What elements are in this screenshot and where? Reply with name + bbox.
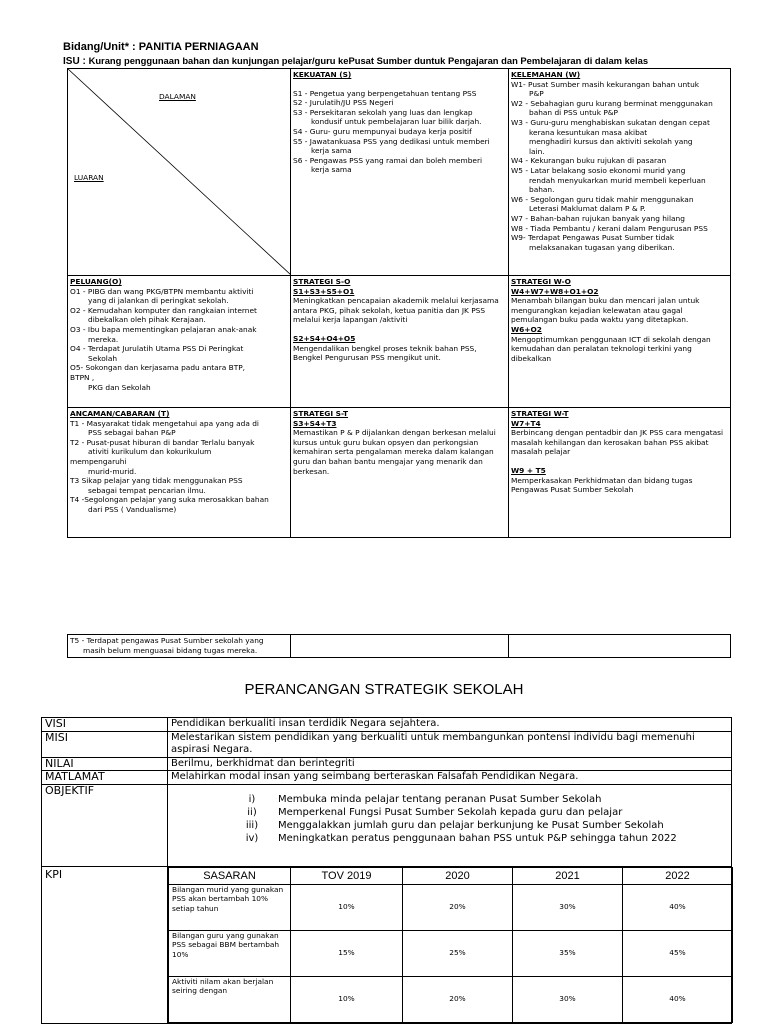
objektif-item bbox=[226, 793, 728, 806]
strategi-wo-code-2: W6+O2 bbox=[511, 324, 542, 334]
swot-corner-cell bbox=[68, 69, 291, 276]
kpi-tov-cell: 10% bbox=[291, 884, 403, 930]
kpi-sasaran-cell: Aktiviti nilam akan berjalan seiring dengan bbox=[169, 976, 291, 1022]
objektif-text: Menggalakkan jumlah guru dan pelajar berkunjung ke Pusat Sumber Sekolah bbox=[278, 819, 664, 831]
kpi-row bbox=[169, 976, 733, 1022]
swot-item: W8 - Tiada Pembantu / kerani dalam Pengurusan PSS bbox=[511, 223, 708, 233]
swot-item-continuation: P&P bbox=[529, 89, 544, 99]
strategi-wt-code-2: W9 + T5 bbox=[511, 465, 546, 475]
swot-item-continuation: dari PSS ( Vandualisme) bbox=[88, 504, 177, 514]
swot-item: W4 - Kekurangan buku rujukan di pasaran bbox=[511, 156, 667, 166]
kpi-2021-cell: 30% bbox=[513, 884, 623, 930]
swot-item: mempengaruhi bbox=[70, 456, 127, 466]
visi-text: Pendidikan berkualiti insan terdidik Negara sejahtera. bbox=[168, 718, 732, 732]
objektif-list bbox=[171, 785, 728, 851]
plan-title: PERANCANGAN STRATEGIK SEKOLAH bbox=[244, 681, 524, 698]
kpi-label: KPI bbox=[42, 866, 168, 1023]
objektif-item bbox=[226, 832, 728, 845]
swot-item-continuation: mereka. bbox=[88, 334, 119, 344]
kpi-header-cell: 2020 bbox=[403, 867, 513, 884]
ancaman-title: ANCAMAN/CABARAN (T) bbox=[70, 409, 170, 418]
swot-item-continuation: kerana kesuntukan masa akibat bbox=[529, 127, 648, 137]
kpi-cell bbox=[168, 866, 732, 1023]
swot-item-continuation: melaksanakan tugasan yang diberikan. bbox=[529, 242, 675, 252]
strategi-so-code-1: S1+S3+S5+O1 bbox=[293, 286, 355, 296]
objektif-number: iv) bbox=[245, 832, 259, 844]
nilai-text: Berilmu, berkhidmat dan berintegriti bbox=[168, 757, 732, 771]
t5-line-2: masih belum menguasai bidang tugas mereka. bbox=[83, 645, 258, 655]
isu-line bbox=[63, 55, 648, 67]
swot-item: O5- Sokongan dan kerjasama padu antara BTP, bbox=[70, 363, 246, 373]
strategi-wt-text-1: Berbincang dengan pentadbir dan JK PSS cara mengatasi masalah kehilangan dan kerosakan bahan PSS akibat masalah pelajar bbox=[511, 428, 724, 457]
nilai-label: NILAI bbox=[42, 757, 168, 771]
strategi-wt-code-1: W7+T4 bbox=[511, 418, 541, 428]
swot-item: W1- Pusat Sumber masih kekurangan bahan untuk bbox=[511, 79, 700, 89]
strategi-st-title: STRATEGI S-T bbox=[293, 409, 349, 418]
strategi-wo-text-2: Mengoptimumkan penggunaan ICT di sekolah dengan kemudahan dan peralatan teknologi terkini yang dibekalkan bbox=[511, 334, 711, 363]
kpi-table bbox=[168, 867, 733, 1023]
swot-item: BTPN , bbox=[70, 372, 95, 382]
strategi-so-cell bbox=[291, 276, 509, 408]
unit-title: Bidang/Unit* : PANITIA PERNIAGAAN bbox=[63, 41, 259, 53]
objektif-text: Membuka minda pelajar tentang peranan Pusat Sumber Sekolah bbox=[278, 793, 602, 805]
swot-item-continuation: menghadiri kursus dan aktiviti sekolah yang bbox=[529, 137, 693, 147]
swot-item: W5 - Latar belakang sosio ekonomi murid yang bbox=[511, 165, 686, 175]
kpi-2020-cell: 20% bbox=[403, 976, 513, 1022]
t5-line-1: T5 - Terdapat pengawas Pusat Sumber sekolah yang bbox=[70, 636, 264, 645]
swot-item: S4 - Guru- guru mempunyai budaya kerja positif bbox=[293, 126, 472, 136]
swot-item-continuation: lain. bbox=[529, 146, 545, 156]
misi-label: MISI bbox=[42, 731, 168, 757]
matlamat-label: MATLAMAT bbox=[42, 771, 168, 785]
swot-item: W7 - Bahan-bahan rujukan banyak yang hilang bbox=[511, 213, 685, 223]
swot-item: S2 - Jurulatih/JU PSS Negeri bbox=[293, 98, 394, 108]
kekuatan-title: KEKUATAN (S) bbox=[293, 70, 352, 79]
strategi-st-code-1: S3+S4+T3 bbox=[293, 418, 337, 428]
strategi-wo-cell bbox=[509, 276, 731, 408]
misi-text: Melestarikan sistem pendidikan yang berkualiti untuk membangunkan pontensi individu bagi memenuhi aspirasi Negara. bbox=[168, 731, 732, 757]
kpi-body bbox=[169, 884, 733, 1022]
swot-item: S6 - Pengawas PSS yang ramai dan boleh memberi bbox=[293, 155, 483, 165]
ancaman-list bbox=[70, 419, 288, 515]
swot-item: W9- Terdapat Pengawas Pusat Sumber tidak bbox=[511, 233, 675, 243]
swot-item-continuation: PSS sebagai bahan P&P bbox=[88, 428, 176, 438]
objektif-label: OBJEKTIF bbox=[42, 784, 168, 866]
swot-item-continuation: bahan. bbox=[529, 185, 555, 195]
strategi-st-cell bbox=[291, 408, 509, 538]
kekuatan-cell bbox=[291, 69, 509, 276]
strategi-wt-title: STRATEGI W-T bbox=[511, 409, 569, 418]
kpi-2021-cell: 35% bbox=[513, 930, 623, 976]
swot-item: T3 Sikap pelajar yang tidak menggunakan PSS bbox=[70, 476, 243, 486]
kelemahan-cell bbox=[509, 69, 731, 276]
swot-item: S3 - Persekitaran sekolah yang luas dan lengkap bbox=[293, 107, 473, 117]
ancaman-cell bbox=[68, 408, 291, 538]
t5-continuation-table bbox=[67, 634, 731, 658]
objektif-text: Meningkatkan peratus penggunaan bahan PSS untuk P&P sehingga tahun 2022 bbox=[278, 832, 677, 844]
kpi-2022-cell: 45% bbox=[623, 930, 733, 976]
swot-item-continuation: PKG dan Sekolah bbox=[88, 382, 151, 392]
dalaman-label: DALAMAN bbox=[159, 92, 196, 101]
swot-item-continuation: kondusif untuk pembelajaran luar bilik darjah. bbox=[311, 117, 482, 127]
kpi-2020-cell: 20% bbox=[403, 884, 513, 930]
strategi-wo-code-1: W4+W7+W8+O1+O2 bbox=[511, 286, 599, 296]
objektif-text: Memperkenal Fungsi Pusat Sumber Sekolah kepada guru dan pelajar bbox=[278, 806, 623, 818]
kpi-2021-cell: 30% bbox=[513, 976, 623, 1022]
swot-item: O3 - Ibu bapa mementingkan pelajaran anak-anak bbox=[70, 324, 257, 334]
isu-label: ISU : bbox=[63, 56, 86, 67]
strategi-so-text-2: Mengendalikan bengkel proses teknik bahan PSS, Bengkel Pengurusan PSS mengikut unit. bbox=[293, 343, 477, 363]
kelemahan-title: KELEMAHAN (W) bbox=[511, 70, 581, 79]
peluang-list bbox=[70, 287, 288, 393]
kpi-header-cell: 2021 bbox=[513, 867, 623, 884]
objektif-item bbox=[226, 806, 728, 819]
kekuatan-list bbox=[293, 89, 506, 175]
visi-label: VISI bbox=[42, 718, 168, 732]
plan-table bbox=[41, 717, 732, 1024]
swot-item: O4 - Terdapat Jurulatih Utama PSS Di Peringkat bbox=[70, 344, 244, 354]
t5-empty-cell-1 bbox=[291, 635, 509, 658]
swot-item: T2 - Pusat-pusat hiburan di bandar Terlalu banyak bbox=[70, 437, 255, 447]
swot-item-continuation: ativiti kurikulum dan kokurikulum bbox=[88, 447, 212, 457]
swot-item: O2 - Kemudahan komputer dan rangkaian internet bbox=[70, 305, 257, 315]
kpi-2022-cell: 40% bbox=[623, 976, 733, 1022]
t5-empty-cell-2 bbox=[509, 635, 731, 658]
swot-item-continuation: Leterasi Maklumat dalam P & P. bbox=[529, 204, 646, 214]
strategi-wt-text-2: Memperkasakan Perkhidmatan dan bidang tugas Pengawas Pusat Sumber Sekolah bbox=[511, 475, 693, 495]
swot-item: S1 - Pengetua yang berpengetahuan tentang PSS bbox=[293, 88, 477, 98]
peluang-title: PELUANG(O) bbox=[70, 277, 122, 286]
swot-item-continuation: Sekolah bbox=[88, 353, 118, 363]
kpi-header-cell: SASARAN bbox=[169, 867, 291, 884]
strategi-so-title: STRATEGI S-O bbox=[293, 277, 351, 286]
swot-item: W2 - Sebahagian guru kurang berminat menggunakan bbox=[511, 98, 713, 108]
swot-item: W3 - Guru-guru menghabiskan sukatan dengan cepat bbox=[511, 117, 710, 127]
kpi-header-cell: 2022 bbox=[623, 867, 733, 884]
kpi-sasaran-cell: Bilangan guru yang gunakan PSS sebagai BBM bertambah 10% bbox=[169, 930, 291, 976]
kpi-2022-cell: 40% bbox=[623, 884, 733, 930]
swot-item-continuation: murid-murid. bbox=[88, 466, 137, 476]
objektif-number: iii) bbox=[245, 819, 259, 831]
t5-cell bbox=[68, 635, 291, 658]
isu-text: Kurang penggunaan bahan dan kunjungan pelajar/guru kePusat Sumber duntuk Pengajaran dan Pembelajaran di dalam kelas bbox=[88, 55, 649, 66]
objektif-number: ii) bbox=[247, 806, 257, 818]
swot-item-continuation: sebagai tempat pencarian ilmu. bbox=[88, 485, 206, 495]
strategi-so-text-1: Meningkatkan pencapaian akademik melalui kerjasama antara PKG, pihak sekolah, ketua panitia dan JK PSS melalui kerja lapangan /aktiviti bbox=[293, 296, 499, 325]
kpi-sasaran-cell: Bilangan murid yang gunakan PSS akan bertambah 10% setiap tahun bbox=[169, 884, 291, 930]
strategi-so-code-2: S2+S4+O4+O5 bbox=[293, 333, 356, 343]
kpi-2020-cell: 25% bbox=[403, 930, 513, 976]
swot-item: O1 - PIBG dan wang PKG/BTPN membantu aktiviti bbox=[70, 286, 254, 296]
kpi-row bbox=[169, 930, 733, 976]
objektif-number: i) bbox=[248, 793, 256, 805]
swot-item: T4 -Segolongan pelajar yang suka merosakkan bahan bbox=[70, 495, 269, 505]
swot-item-continuation: bahan di PSS untuk P&P bbox=[529, 108, 619, 118]
strategi-wo-text-1: Menambah bilangan buku dan mencari jalan untuk mengurangkan kejadian kelewatan atau gagal pemulangan buku pada waktu yang ditetapkan. bbox=[511, 296, 700, 325]
strategi-st-text-1: Memastikan P & P dijalankan dengan berkesan melalui kursus untuk guru bukan opsyen dan perkongsian kemahiran serta pengalaman mereka dalam kalangan guru dan bahan bantu mengajar yang menarik dan berkesan. bbox=[293, 428, 496, 476]
swot-item: S5 - Jawatankuasa PSS yang dedikasi untuk memberi bbox=[293, 136, 490, 146]
objektif-cell bbox=[168, 784, 732, 866]
strategi-wt-cell bbox=[509, 408, 731, 538]
swot-item-continuation: yang di jalankan di peringkat sekolah. bbox=[88, 296, 229, 306]
matlamat-text: Melahirkan modal insan yang seimbang berteraskan Falsafah Pendidikan Negara. bbox=[168, 771, 732, 785]
kpi-header-row bbox=[169, 867, 733, 884]
swot-item: W6 - Segolongan guru tidak mahir menggunakan bbox=[511, 194, 694, 204]
objektif-item bbox=[226, 819, 728, 832]
kpi-tov-cell: 10% bbox=[291, 976, 403, 1022]
swot-item-continuation: dibekalkan oleh pihak Kerajaan. bbox=[88, 315, 206, 325]
swot-item-continuation: kerja sama bbox=[311, 165, 352, 175]
kpi-header-cell: TOV 2019 bbox=[291, 867, 403, 884]
luaran-label: LUARAN bbox=[74, 173, 104, 182]
swot-item-continuation: kerja sama bbox=[311, 146, 352, 156]
swot-item: T1 - Masyarakat tidak mengetahui apa yang ada di bbox=[70, 418, 259, 428]
peluang-cell bbox=[68, 276, 291, 408]
kpi-tov-cell: 15% bbox=[291, 930, 403, 976]
kelemahan-list bbox=[511, 80, 728, 253]
swot-item-continuation: rendah menyukarkan murid membeli keperluan bbox=[529, 175, 706, 185]
swot-table bbox=[67, 68, 731, 538]
strategi-wo-title: STRATEGI W-O bbox=[511, 277, 571, 286]
kpi-row bbox=[169, 884, 733, 930]
